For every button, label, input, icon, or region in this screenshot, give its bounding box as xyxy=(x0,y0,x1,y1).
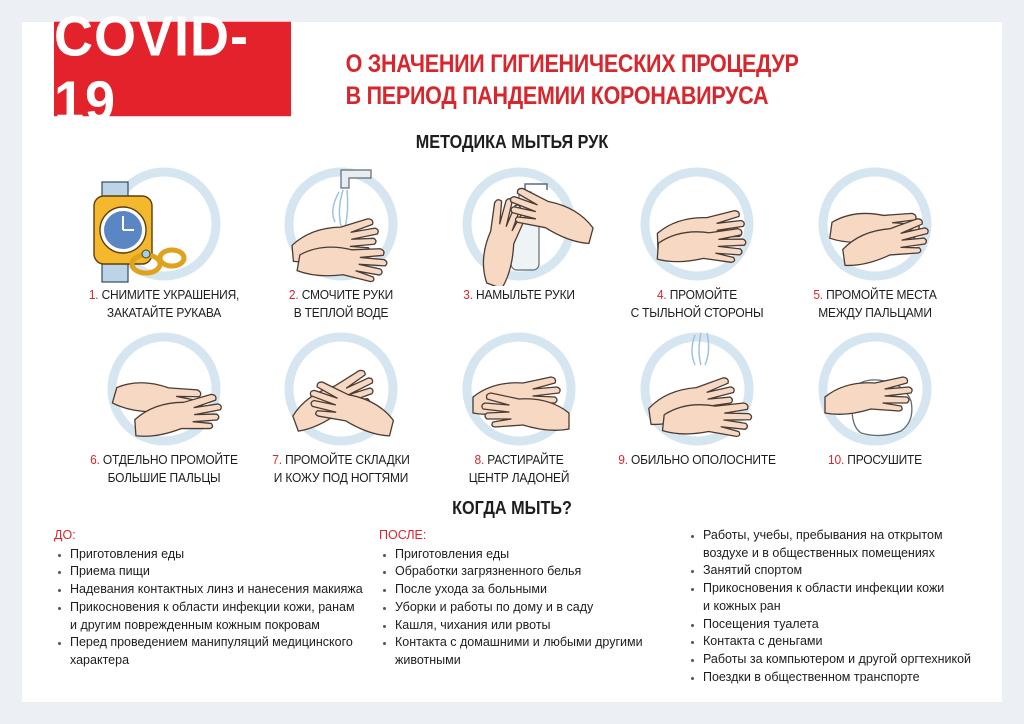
list-item-text: Прикосновения к области инфекции кожи, ранам xyxy=(70,599,355,614)
step-line-2: БОЛЬШИЕ ПАЛЬЦЫ xyxy=(107,470,221,485)
list-item-text: животными xyxy=(395,652,461,667)
list-item-text: характера xyxy=(70,652,130,667)
rub-palms-icon xyxy=(439,327,599,447)
step-caption xyxy=(788,286,963,322)
step-number: 7. xyxy=(272,452,282,467)
list-item xyxy=(687,633,987,651)
step-line-1: ОТДЕЛЬНО ПРОМОЙТЕ xyxy=(102,452,238,467)
step-10 xyxy=(780,327,970,469)
step-7 xyxy=(246,327,436,487)
step-caption xyxy=(77,286,252,322)
step-line-1: ОБИЛЬНО ОПОЛОСНИТЕ xyxy=(630,452,776,467)
title-line-2: В ПЕРИОД ПАНДЕМИИ КОРОНАВИРУСА xyxy=(345,82,769,110)
step-line-2: В ТЕПЛОЙ ВОДЕ xyxy=(293,305,389,320)
step-caption xyxy=(610,286,785,322)
step-number: 1. xyxy=(88,287,99,302)
page-title xyxy=(345,48,799,112)
list-item-text: Занятий спортом xyxy=(703,563,803,578)
between-fingers-icon xyxy=(795,162,955,282)
step-caption xyxy=(254,286,429,322)
list-item xyxy=(687,562,987,580)
step-number: 6. xyxy=(90,452,100,467)
step-caption xyxy=(254,451,429,487)
list-item-text: Перед проведением манипуляций медицинского xyxy=(70,635,353,650)
soap-dispenser-icon xyxy=(439,162,599,282)
step-9 xyxy=(602,327,792,469)
list-item xyxy=(379,599,679,617)
step-number: 9. xyxy=(618,452,628,467)
step-line-1: НАМЫЛЬТЕ РУКИ xyxy=(476,287,575,302)
step-4 xyxy=(602,162,792,322)
list-item-text: Поездки в общественном транспорте xyxy=(703,669,920,684)
list-item xyxy=(54,599,384,634)
list-item xyxy=(54,563,384,581)
list-item-text: воздухе и в общественных помещениях xyxy=(703,545,935,560)
after-more-column xyxy=(687,527,987,686)
after-list xyxy=(379,546,679,670)
back-of-hands-icon xyxy=(617,162,777,282)
step-3 xyxy=(424,162,614,304)
list-item xyxy=(379,546,679,564)
step-number: 8. xyxy=(474,452,485,467)
step-line-1: РАСТИРАЙТЕ xyxy=(487,452,564,467)
step-line-2: МЕЖДУ ПАЛЬЦАМИ xyxy=(818,305,932,320)
step-line-2: И КОЖУ ПОД НОГТЯМИ xyxy=(273,470,409,485)
list-item-text: и другим поврежденным кожным покровам xyxy=(70,617,320,632)
watch-ring-icon xyxy=(84,162,244,282)
list-item-text: Посещения туалета xyxy=(703,616,819,631)
step-2 xyxy=(246,162,436,322)
after-heading: ПОСЛЕ: xyxy=(379,528,427,542)
list-item-text: Контакта с деньгами xyxy=(703,634,823,649)
step-number: 2. xyxy=(288,287,299,302)
covid-badge: COVID-19 xyxy=(54,22,291,117)
after-column xyxy=(379,527,679,670)
title-line-1: О ЗНАЧЕНИИ ГИГИЕНИЧЕСКИХ ПРОЦЕДУР xyxy=(345,50,799,78)
list-item-text: Кашля, чихания или рвоты xyxy=(395,617,551,632)
step-number: 10. xyxy=(828,452,845,467)
step-caption xyxy=(788,451,963,469)
list-item xyxy=(54,581,384,599)
list-item-text: Приема пищи xyxy=(70,564,150,579)
list-item-text: Приготовления еды xyxy=(395,546,510,561)
before-heading: ДО: xyxy=(54,528,76,542)
fingertips-icon xyxy=(261,327,421,447)
list-item-text: Контакта с домашними и любыми другими xyxy=(395,635,643,650)
list-item-text: Работы, учебы, пребывания на открытом xyxy=(703,528,943,542)
step-line-1: СНИМИТЕ УКРАШЕНИЯ, xyxy=(101,287,240,302)
rinse-hands-icon xyxy=(617,327,777,447)
poster xyxy=(22,4,1002,702)
step-line-2: ЗАКАТАЙТЕ РУКАВА xyxy=(106,305,222,320)
list-item-text: Обработки загрязненного белья xyxy=(395,564,582,579)
list-item xyxy=(379,581,679,599)
step-8 xyxy=(424,327,614,487)
list-item-text: и кожных ран xyxy=(703,598,781,613)
step-line-2: ЦЕНТР ЛАДОНЕЙ xyxy=(468,470,570,485)
list-item xyxy=(54,546,384,564)
step-caption xyxy=(432,286,607,304)
step-6 xyxy=(69,327,259,487)
list-item-text: Уборки и работы по дому и в саду xyxy=(395,599,594,614)
after-more-list xyxy=(687,527,987,686)
list-item-text: Прикосновения к области инфекции кожи xyxy=(703,581,945,596)
step-line-1: ПРОМОЙТЕ СКЛАДКИ xyxy=(285,452,410,467)
step-caption xyxy=(610,451,785,469)
step-number: 5. xyxy=(813,287,823,302)
step-line-1: ПРОМОЙТЕ xyxy=(669,287,738,302)
wet-hands-icon xyxy=(261,162,421,282)
list-item xyxy=(687,580,987,615)
list-item xyxy=(687,616,987,634)
towel-dry-icon xyxy=(795,327,955,447)
list-item xyxy=(687,527,987,562)
thumbs-icon xyxy=(84,327,244,447)
list-item xyxy=(379,634,679,669)
step-line-1: СМОЧИТЕ РУКИ xyxy=(301,287,394,302)
list-item xyxy=(54,634,384,669)
when-title: КОГДА МЫТЬ? xyxy=(452,498,572,518)
list-item-text: Работы за компьютером и другой оргтехникой xyxy=(703,651,971,666)
step-5 xyxy=(780,162,970,322)
list-item-text: После ухода за больными xyxy=(395,582,547,597)
step-1 xyxy=(69,162,259,322)
list-item-text: Приготовления еды xyxy=(70,546,185,561)
step-caption xyxy=(432,451,607,487)
list-item xyxy=(687,651,987,669)
list-item xyxy=(379,563,679,581)
step-line-1: ПРОСУШИТЕ xyxy=(847,452,922,467)
method-title: МЕТОДИКА МЫТЬЯ РУК xyxy=(415,132,609,152)
list-item xyxy=(687,669,987,687)
list-item xyxy=(379,617,679,635)
step-caption xyxy=(77,451,252,487)
step-line-1: ПРОМОЙТЕ МЕСТА xyxy=(826,287,937,302)
before-list xyxy=(54,546,384,670)
step-number: 3. xyxy=(463,287,473,302)
step-number: 4. xyxy=(656,287,667,302)
step-line-2: С ТЫЛЬНОЙ СТОРОНЫ xyxy=(630,305,764,320)
before-column xyxy=(54,527,384,670)
list-item-text: Надевания контактных линз и нанесения макияжа xyxy=(70,582,363,597)
